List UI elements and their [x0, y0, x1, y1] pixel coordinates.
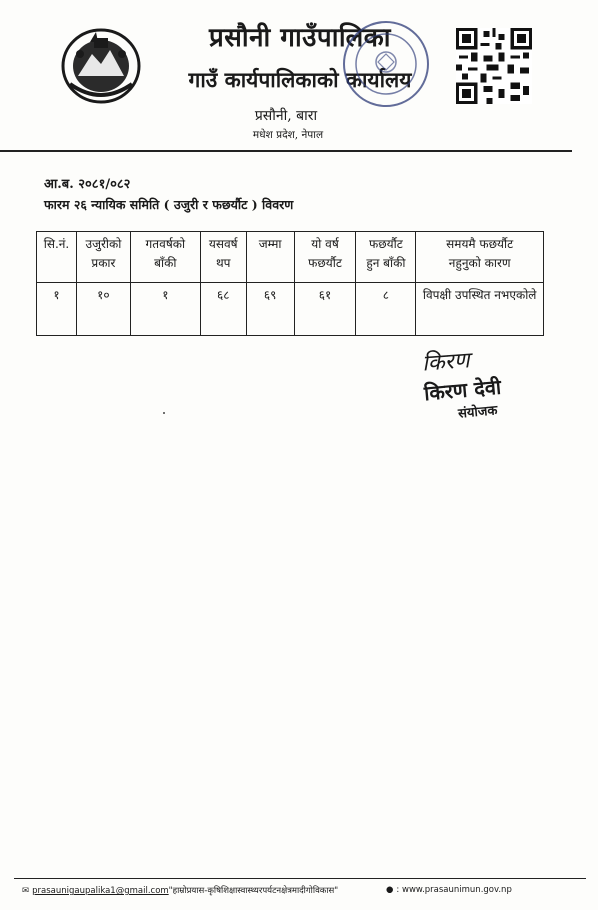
- table-row: [37, 283, 544, 336]
- cell-total: ६९: [246, 283, 294, 336]
- cell-this-year-added: ६८: [200, 283, 246, 336]
- header-this-year-added: यसवर्ष थप: [200, 232, 246, 283]
- table-header-row: [37, 232, 544, 283]
- official-seal-icon: [338, 16, 434, 112]
- speck: [163, 412, 165, 414]
- cell-settled: ६१: [294, 283, 356, 336]
- header-complaint-type: उजुरीको प्रकार: [76, 232, 130, 283]
- cell-complaint-type: १०: [76, 283, 130, 336]
- footer-contact: [22, 885, 338, 896]
- address-line-2: मधेश प्रदेश, नेपाल: [252, 129, 324, 141]
- form-title: फारम २६ न्यायिक समिति ( उजुरी र फछर्यौट ) विवरण: [44, 197, 294, 212]
- footer-divider: [14, 878, 586, 879]
- header-divider: [0, 150, 572, 152]
- footer-slogan: "हाम्रोप्रयास-कृषिशिक्षास्वास्थ्यरपर्यटनक्षेत्रमादीगोविकास": [168, 886, 339, 896]
- header-reason: समयमै फछर्यौट नहुनुको कारण: [416, 232, 544, 283]
- signatory-name: किरण देवी: [423, 374, 503, 406]
- handwritten-signature: किरण: [421, 348, 471, 377]
- address-line-1: प्रसौनी, बारा: [254, 108, 318, 124]
- email-icon: ✉: [22, 886, 30, 896]
- cell-reason: विपक्षी उपस्थित नभएकोले: [416, 283, 544, 336]
- header-previous-remaining: गतवर्षको बाँकी: [130, 232, 200, 283]
- cell-serial: १: [37, 283, 77, 336]
- header-serial: सि.नं.: [37, 232, 77, 283]
- fiscal-year: आ.ब. २०८१/०८२: [44, 177, 131, 192]
- header-settled: यो वर्ष फछर्यौट: [294, 232, 356, 283]
- footer-website-block: [386, 885, 512, 895]
- nepal-emblem-icon: [58, 24, 144, 106]
- judicial-committee-table: [36, 231, 544, 336]
- header-pending: फछर्यौट हुन बाँकी: [356, 232, 416, 283]
- signatory-role: संयोजक: [457, 403, 499, 422]
- cell-previous-remaining: १: [130, 283, 200, 336]
- footer-website[interactable]: : www.prasaunimun.gov.np: [396, 885, 512, 895]
- header-total: जम्मा: [246, 232, 294, 283]
- office-title: प्रसौनी गाउँपालिका: [208, 23, 391, 53]
- cell-pending: ८: [356, 283, 416, 336]
- footer-email[interactable]: prasaunigaupalika1@gmail.com: [32, 886, 169, 896]
- office-subtitle: गाउँ कार्यपालिकाको कार्यालय: [188, 67, 412, 92]
- globe-icon: ●: [386, 885, 394, 895]
- qr-code-icon: [456, 28, 532, 104]
